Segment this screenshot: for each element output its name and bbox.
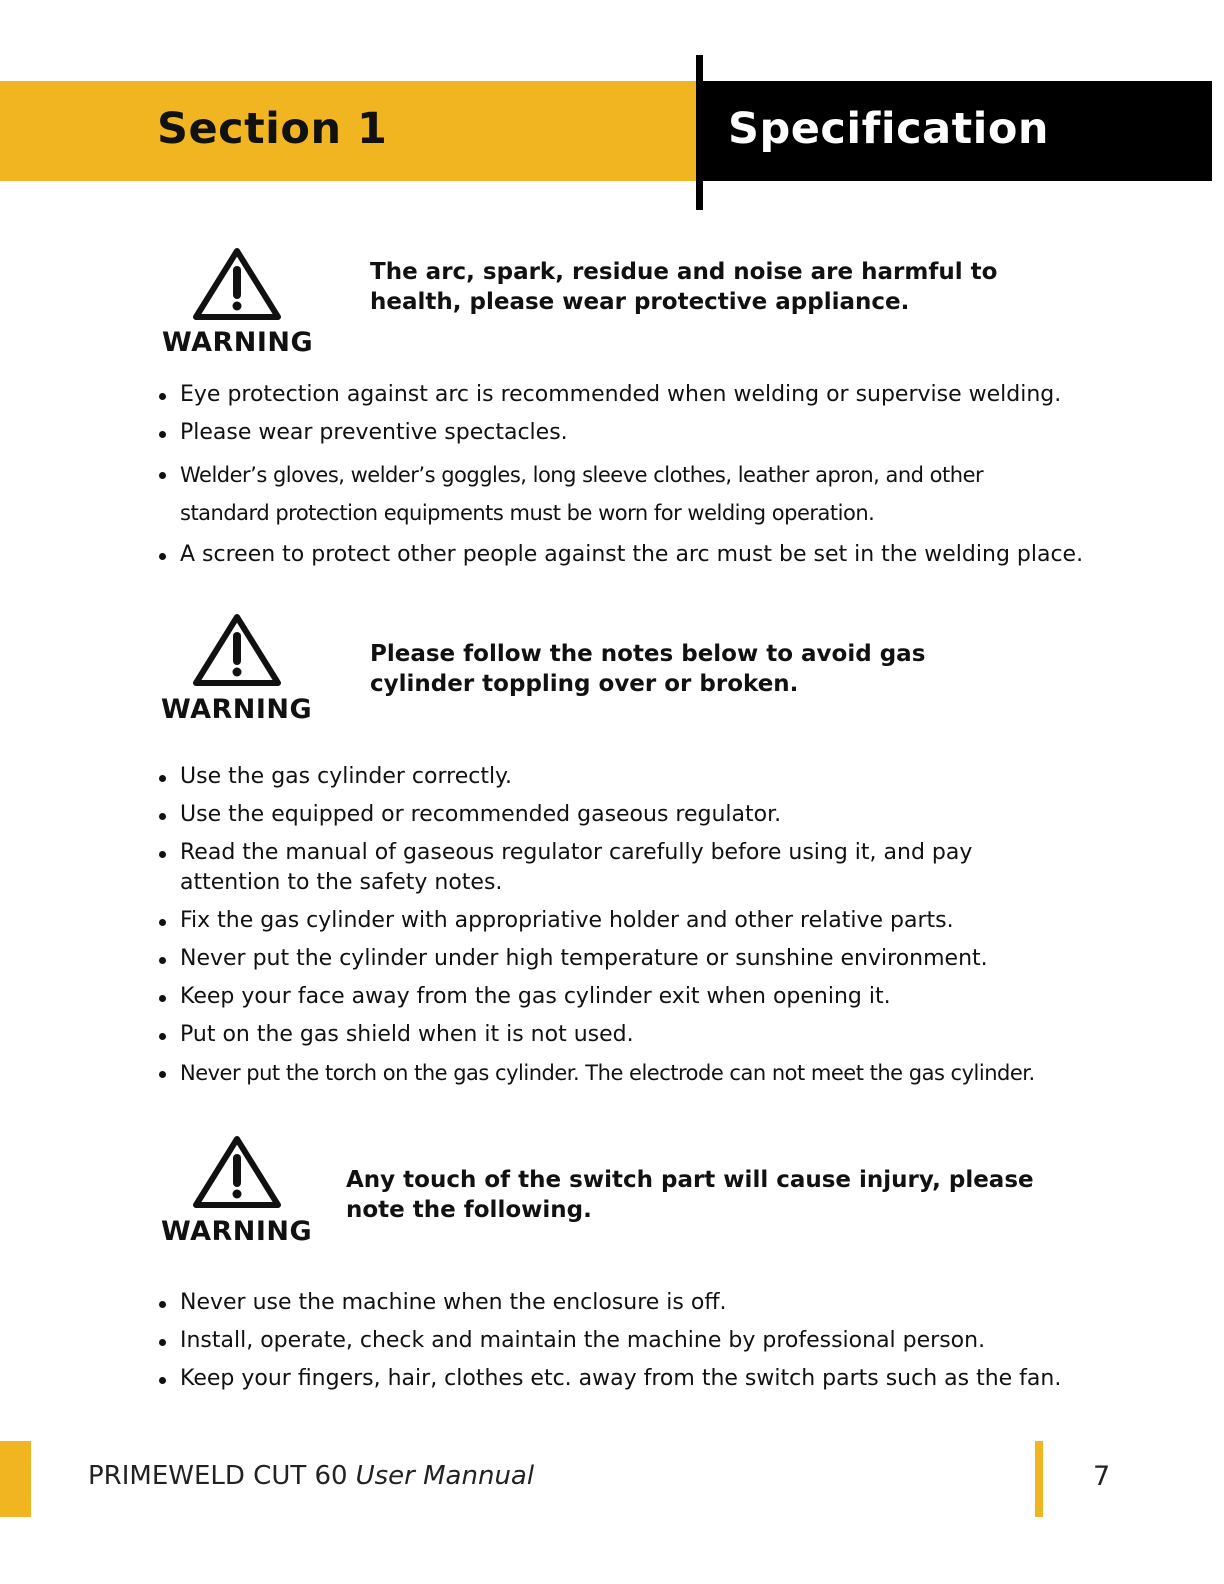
warning-list xyxy=(158,762,1058,1096)
warning-message: Any touch of the switch part will cause injury, please note the following. xyxy=(346,1167,1034,1223)
warning-triangle-icon xyxy=(192,246,282,322)
list-item: Use the equipped or recommended gaseous regulator. xyxy=(158,800,1058,830)
list-item: Put on the gas shield when it is not used. xyxy=(158,1020,1058,1050)
list-item: Keep your fingers, hair, clothes etc. away from the switch parts such as the fan. xyxy=(158,1364,1078,1394)
warning-triangle-icon xyxy=(192,1134,282,1210)
list-item: Keep your face away from the gas cylinder exit when opening it. xyxy=(158,982,1058,1012)
page-number: 7 xyxy=(1093,1461,1111,1492)
list-item: Eye protection against arc is recommended when welding or supervise welding. xyxy=(158,380,1068,410)
warning-label: WARNING xyxy=(161,694,313,725)
header-divider xyxy=(696,55,703,210)
list-item: Never put the cylinder under high temperature or sunshine environment. xyxy=(158,944,1058,974)
warning-triangle-icon xyxy=(192,612,282,688)
footer-title xyxy=(88,1461,534,1491)
document-name: User Mannual xyxy=(355,1461,535,1491)
list-item: Welder’s gloves, welder’s goggles, long sleeve clothes, leather apron, and other standard protection equipments must be worn for welding operation. xyxy=(158,456,1068,532)
list-item: Please wear preventive spectacles. xyxy=(158,418,1068,448)
footer-divider xyxy=(1035,1441,1043,1517)
warning-list xyxy=(158,1288,1078,1402)
list-item: Never use the machine when the enclosure is off. xyxy=(158,1288,1078,1318)
section-title: Specification xyxy=(728,104,1050,154)
list-item: Read the manual of gaseous regulator carefully before using it, and pay attention to the safety notes. xyxy=(158,838,1008,898)
product-name: PRIMEWELD CUT 60 xyxy=(88,1461,348,1491)
warning-label: WARNING xyxy=(162,327,314,358)
list-item: Use the gas cylinder correctly. xyxy=(158,762,1058,792)
warning-label: WARNING xyxy=(161,1216,313,1247)
warning-message: The arc, spark, residue and noise are harmful to health, please wear protective appliance. xyxy=(370,259,998,315)
list-item: Never put the torch on the gas cylinder. The electrode can not meet the gas cylinder. xyxy=(158,1058,1058,1088)
footer-accent-bar xyxy=(0,1441,31,1517)
warning-list xyxy=(158,380,1084,578)
list-item: Fix the gas cylinder with appropriative holder and other relative parts. xyxy=(158,906,1058,936)
section-label: Section 1 xyxy=(157,104,388,154)
warning-message: Please follow the notes below to avoid gas cylinder toppling over or broken. xyxy=(370,641,926,697)
list-item: A screen to protect other people against the arc must be set in the welding place. xyxy=(158,540,1068,570)
list-item: Install, operate, check and maintain the machine by professional person. xyxy=(158,1326,1078,1356)
